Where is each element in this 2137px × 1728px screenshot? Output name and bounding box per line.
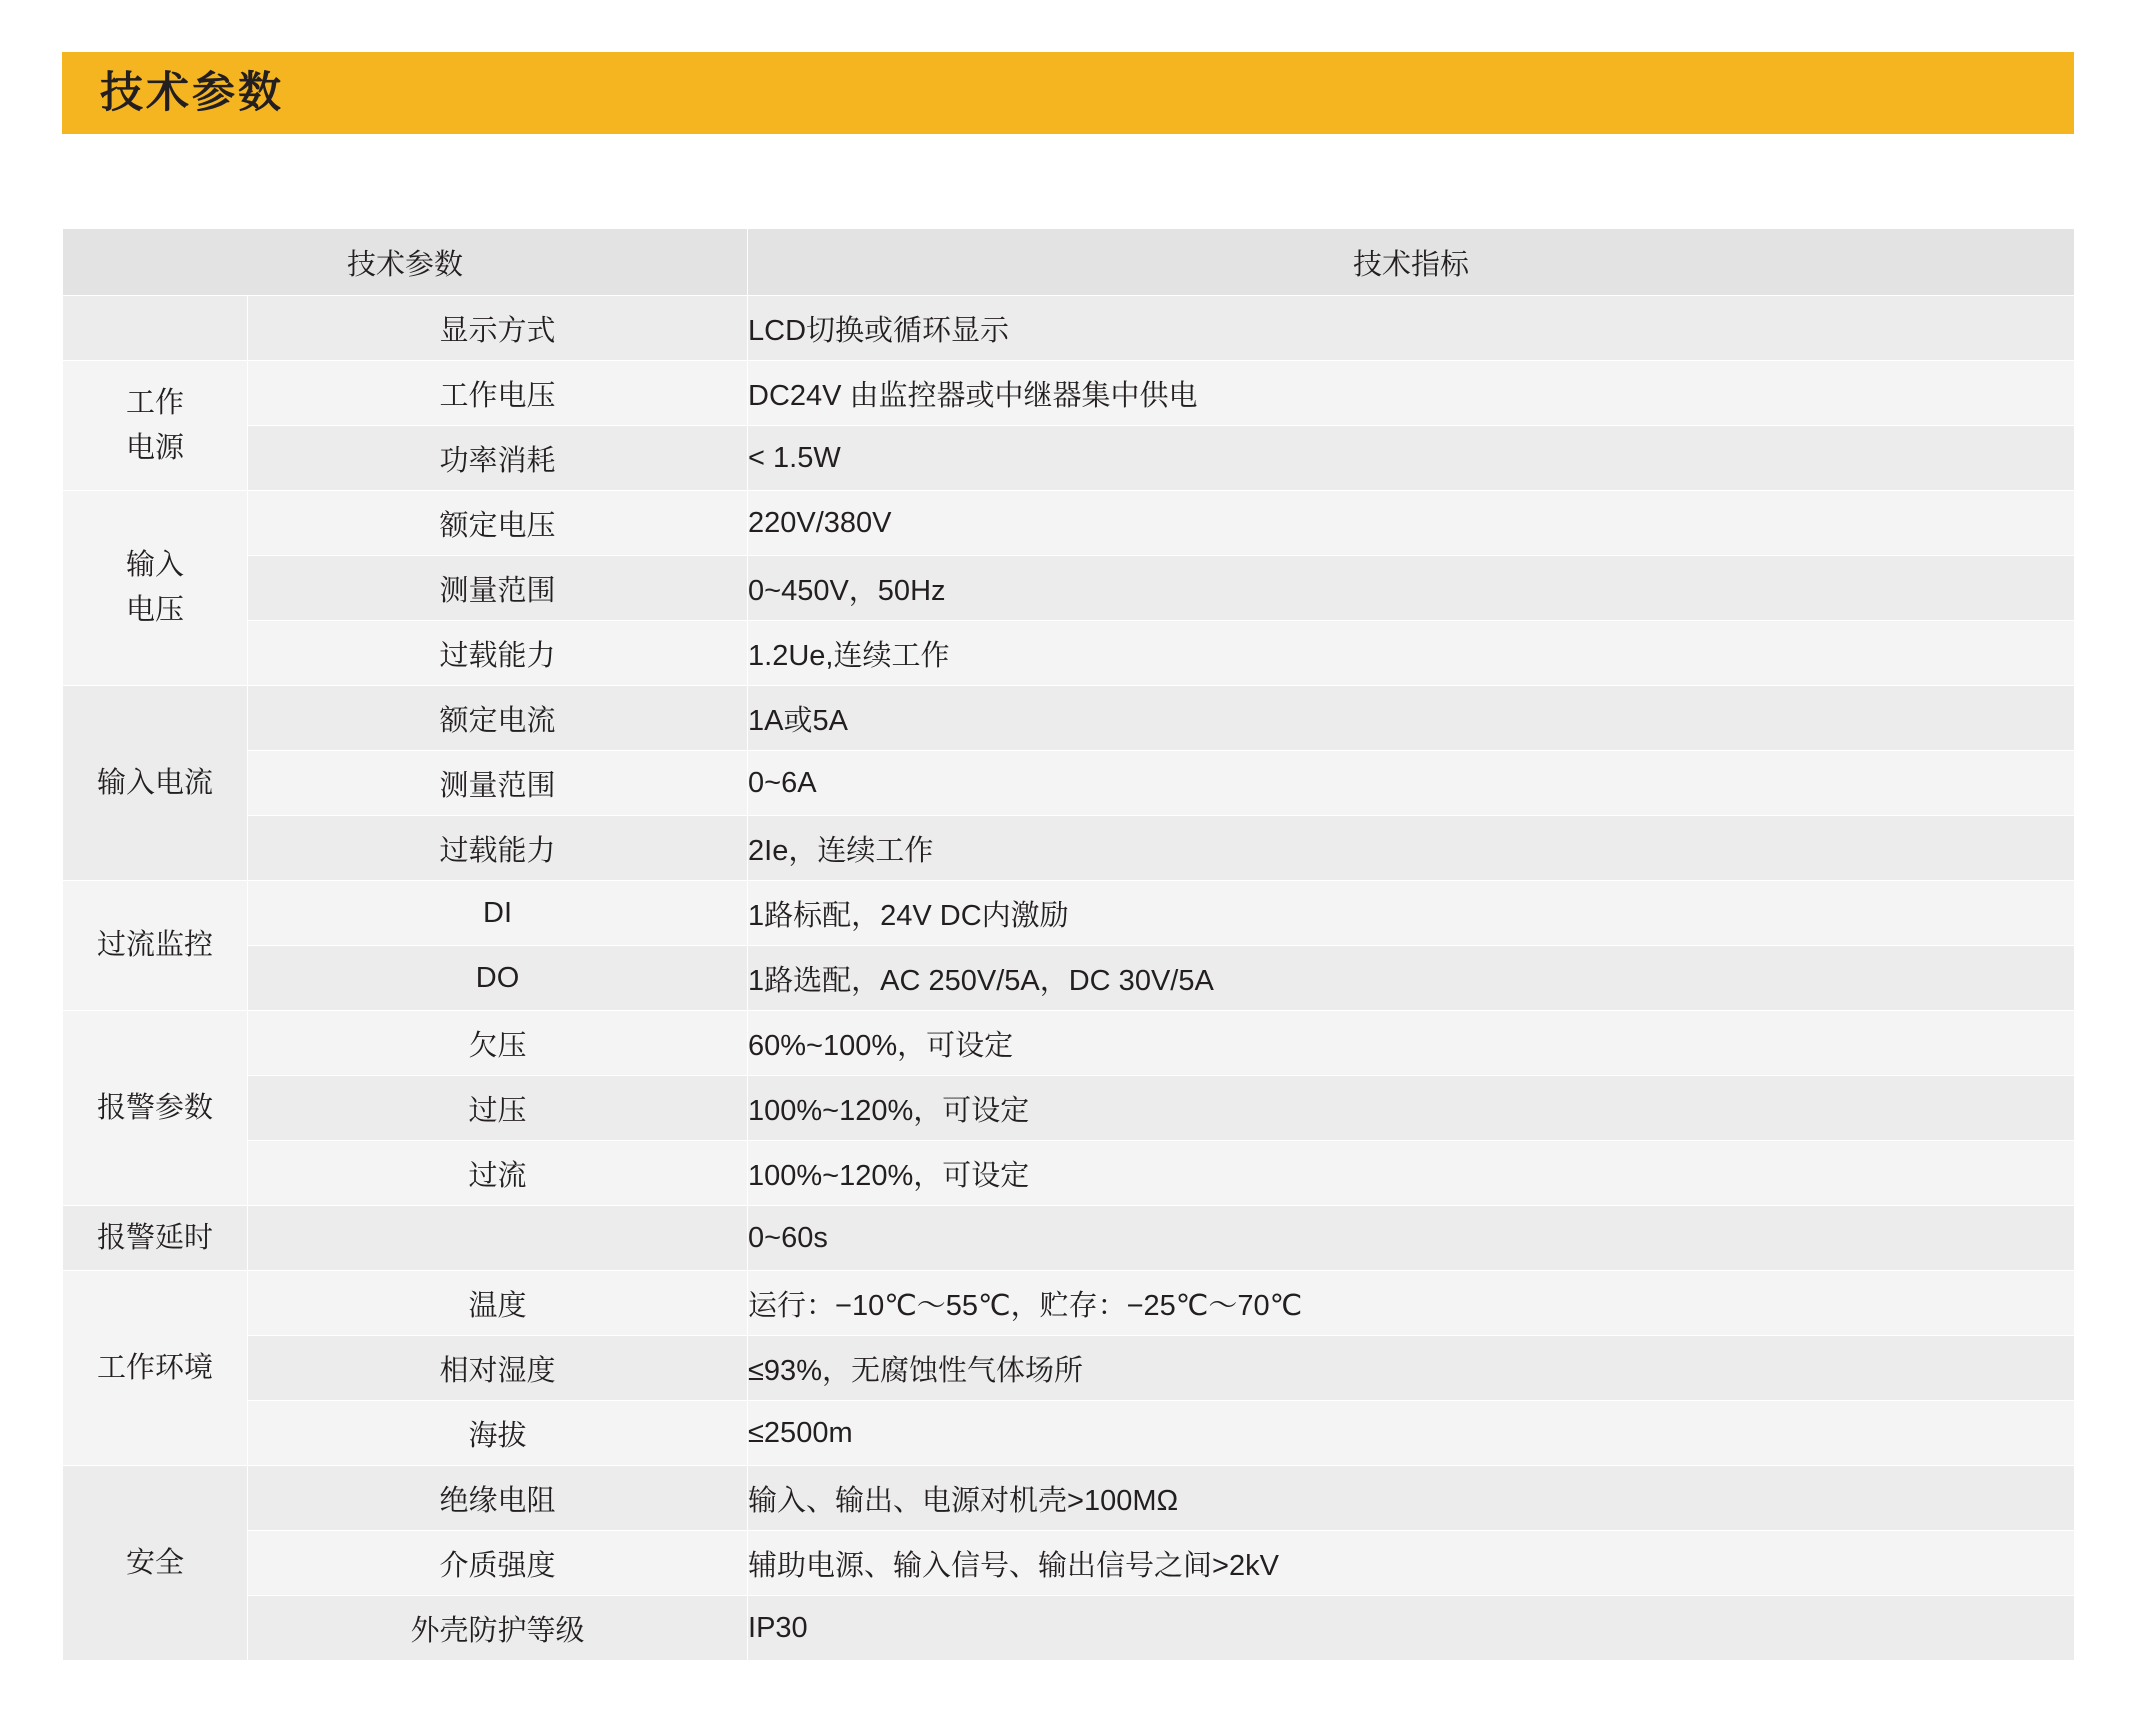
- value-cell: 2Ie，连续工作: [748, 816, 2075, 881]
- header-cell-value: 技术指标: [748, 229, 2075, 296]
- group-cell-environment: 工作环境: [63, 1271, 248, 1466]
- table-row: [63, 296, 2075, 361]
- table-row: [63, 621, 2075, 686]
- value-cell: LCD切换或循环显示: [748, 296, 2075, 361]
- table-row: [63, 1206, 2075, 1271]
- param-cell: 海拔: [248, 1401, 748, 1466]
- table-row: [63, 816, 2075, 881]
- table-row: [63, 1466, 2075, 1531]
- table-row: [63, 491, 2075, 556]
- value-cell: ≤93%，无腐蚀性气体场所: [748, 1336, 2075, 1401]
- group-cell-empty: [63, 296, 248, 361]
- param-cell: 过压: [248, 1076, 748, 1141]
- table-row: [63, 686, 2075, 751]
- value-cell: 1路选配，AC 250V/5A，DC 30V/5A: [748, 946, 2075, 1011]
- table-row: [63, 1011, 2075, 1076]
- value-cell: 100%~120%，可设定: [748, 1076, 2075, 1141]
- param-cell: 额定电流: [248, 686, 748, 751]
- table-row: [63, 426, 2075, 491]
- param-cell: 过载能力: [248, 621, 748, 686]
- table-row: [63, 1401, 2075, 1466]
- section-title-bar: [62, 52, 2074, 134]
- value-cell: 辅助电源、输入信号、输出信号之间>2kV: [748, 1531, 2075, 1596]
- value-cell: 100%~120%，可设定: [748, 1141, 2075, 1206]
- value-cell: 1路标配，24V DC内激励: [748, 881, 2075, 946]
- value-cell: 0~450V，50Hz: [748, 556, 2075, 621]
- param-cell: DI: [248, 881, 748, 946]
- group-cell-safety: 安全: [63, 1466, 248, 1661]
- table-row: [63, 1336, 2075, 1401]
- value-cell: DC24V 由监控器或中继器集中供电: [748, 361, 2075, 426]
- param-cell: 欠压: [248, 1011, 748, 1076]
- param-cell: 外壳防护等级: [248, 1596, 748, 1661]
- param-cell: 测量范围: [248, 556, 748, 621]
- table-row: [63, 946, 2075, 1011]
- page-title: 技术参数: [100, 68, 284, 117]
- table-row: [63, 361, 2075, 426]
- param-cell: 相对湿度: [248, 1336, 748, 1401]
- value-cell: < 1.5W: [748, 426, 2075, 491]
- table-row: [63, 1531, 2075, 1596]
- value-cell: 220V/380V: [748, 491, 2075, 556]
- technical-spec-table: [62, 228, 2075, 1661]
- param-cell: 温度: [248, 1271, 748, 1336]
- group-cell-input-current: 输入电流: [63, 686, 248, 881]
- table-row: [63, 1271, 2075, 1336]
- param-cell: 介质强度: [248, 1531, 748, 1596]
- table-row: [63, 1596, 2075, 1661]
- table-row: [63, 751, 2075, 816]
- param-cell: 过载能力: [248, 816, 748, 881]
- group-cell-power: 工作 电源: [63, 361, 248, 491]
- group-cell-input-voltage: 输入 电压: [63, 491, 248, 686]
- group-cell-alarm-params: 报警参数: [63, 1011, 248, 1206]
- value-cell: 60%~100%，可设定: [748, 1011, 2075, 1076]
- group-cell-overcurrent-monitor: 过流监控: [63, 881, 248, 1011]
- table-row: [63, 881, 2075, 946]
- param-cell: 功率消耗: [248, 426, 748, 491]
- value-cell: 0~60s: [748, 1206, 2075, 1271]
- table-row: [63, 1076, 2075, 1141]
- param-cell: [248, 1206, 748, 1271]
- table-row: [63, 556, 2075, 621]
- group-cell-alarm-delay: 报警延时: [63, 1206, 248, 1271]
- param-cell: 显示方式: [248, 296, 748, 361]
- param-cell: 过流: [248, 1141, 748, 1206]
- table-row: [63, 1141, 2075, 1206]
- value-cell: ≤2500m: [748, 1401, 2075, 1466]
- table-header-row: [63, 229, 2075, 296]
- value-cell: IP30: [748, 1596, 2075, 1661]
- param-cell: 工作电压: [248, 361, 748, 426]
- value-cell: 1.2Ue,连续工作: [748, 621, 2075, 686]
- header-cell-param: 技术参数: [63, 229, 748, 296]
- value-cell: 0~6A: [748, 751, 2075, 816]
- param-cell: 额定电压: [248, 491, 748, 556]
- value-cell: 1A或5A: [748, 686, 2075, 751]
- param-cell: DO: [248, 946, 748, 1011]
- value-cell: 输入、输出、电源对机壳>100MΩ: [748, 1466, 2075, 1531]
- param-cell: 绝缘电阻: [248, 1466, 748, 1531]
- param-cell: 测量范围: [248, 751, 748, 816]
- value-cell: 运行：−10℃～55℃，贮存：−25℃～70℃: [748, 1271, 2075, 1336]
